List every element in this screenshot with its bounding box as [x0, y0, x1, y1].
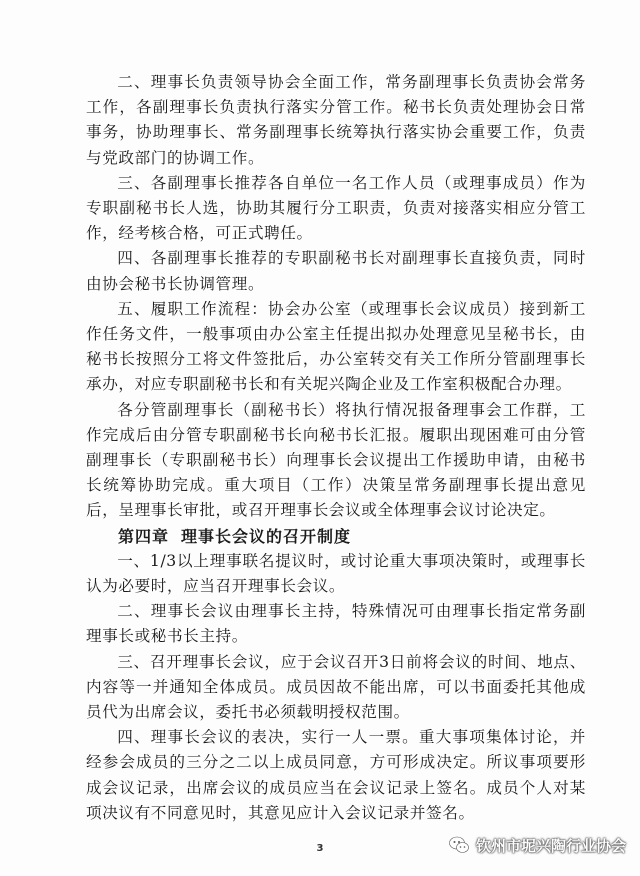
chapter-title: 理事长会议的召开制度 — [181, 526, 352, 546]
paragraph: 三、召开理事长会议，应于会议召开3日前将会议的时间、地点、内容等一并通知全体成员。成员因故不能出席，可以书面委托其他成员代为出席会议，委托书必须载明授权范围。 — [86, 652, 586, 722]
chapter-heading — [86, 524, 586, 549]
paragraph: 二、理事长会议由理事长主持，特殊情况可由理事长指定常务副理事长或秘书长主持。 — [86, 602, 586, 646]
watermark — [448, 830, 626, 860]
paragraph: 二、理事长负责领导协会全面工作，常务副理事长负责协会常务工作，各副理事长负责执行落实分管工作。秘书长负责处理协会日常事务，协助理事长、常务副理事长统筹执行落实协会重要工作，负责与党政部门的协调工作。 — [86, 73, 586, 167]
paragraph: 三、各副理事长推荐各自单位一名工作人员（或理事成员）作为专职副秘书长人选，协助其履行分工职责，负责对接落实相应分管工作，经考核合格，可正式聘任。 — [86, 173, 586, 243]
paragraph: 四、理事长会议的表决，实行一人一票。重大事项集体讨论，并经参会成员的三分之二以上成员同意，方可形成决定。所议事项要形成会议记录，出席会议的成员应当在会议记录上签名。成员个人对某项决议有不同意见时，其意见应计入会议记录并签名。 — [86, 728, 586, 822]
paragraph: 四、各副理事长推荐的专职副秘书长对副理事长直接负责，同时由协会秘书长协调管理。 — [86, 249, 586, 293]
watermark-text: 钦州市坭兴陶行业协会 — [475, 836, 626, 855]
wechat-icon — [448, 835, 470, 855]
paragraph: 五、履职工作流程：协会办公室（或理事长会议成员）接到新工作任务文件，一般事项由办公室主任提出拟办处理意见呈秘书长，由秘书长按照分工将文件签批后，办公室转交有关工作所分管副理事长承办，对应专职副秘书长和有关坭兴陶企业及工作室积极配合办理。 — [86, 299, 586, 394]
document-body — [86, 70, 586, 826]
paragraph: 各分管副理事长（副秘书长）将执行情况报备理事会工作群，工作完成后由分管专职副秘书长向秘书长汇报。履职出现困难可由分管副理事长（专职副秘书长）向理事长会议提出工作援助申请，由秘书长统筹协助完成。重大项目（工作）决策呈常务副理事长提出意见后，呈理事长审批，或召开理事长会议或全体理事会议讨论决定。 — [86, 400, 586, 520]
chapter-number: 第四章 — [118, 526, 170, 546]
paragraph: 一、1/3以上理事联名提议时，或讨论重大事项决策时，或理事长认为必要时，应当召开理事长会议。 — [86, 551, 586, 596]
page-number: 3 — [316, 843, 324, 854]
